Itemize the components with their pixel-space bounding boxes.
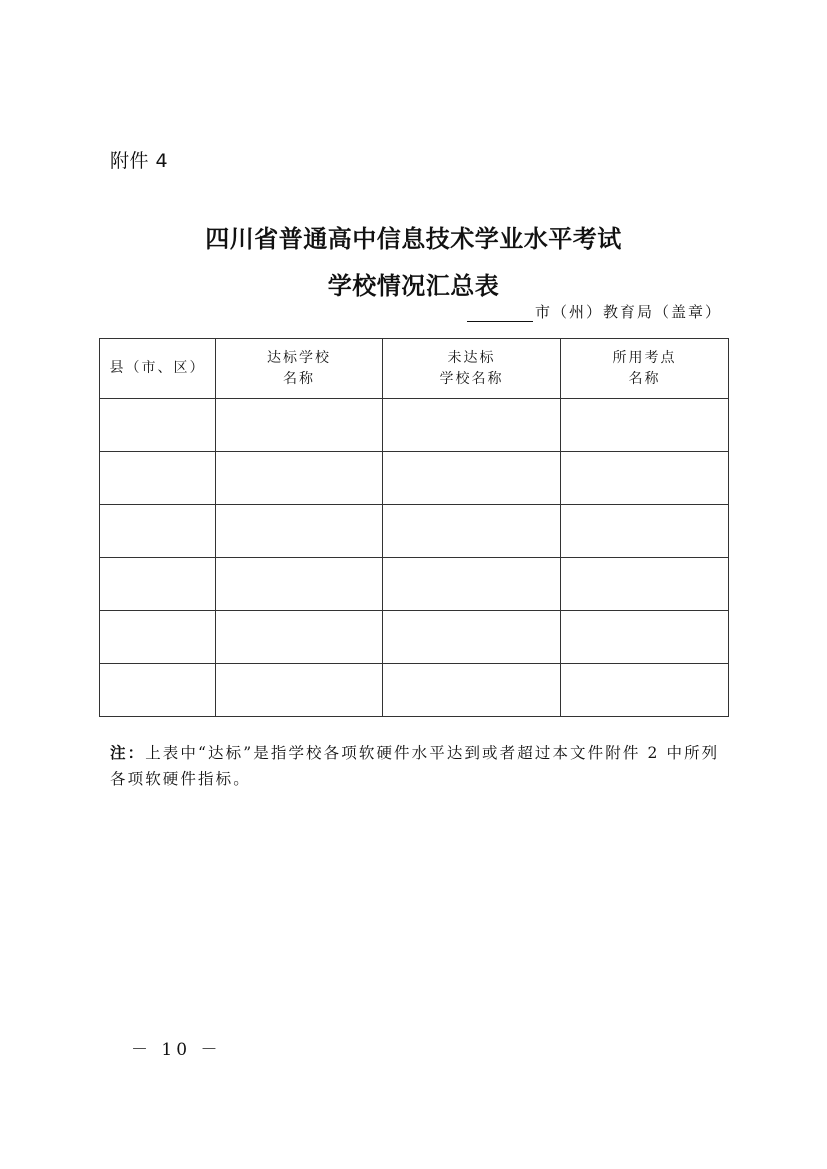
issuer-blank-field [467, 303, 533, 322]
table-cell [100, 558, 216, 611]
issuer-text: 市（州）教育局（盖章） [534, 303, 722, 321]
header-unqualified-school [383, 339, 561, 399]
header-unqualified-line-1: 未达标 [447, 349, 496, 366]
table-cell [561, 664, 729, 717]
page-number: － 10 － [131, 1040, 222, 1060]
header-exam-site-line-1: 所用考点 [612, 349, 677, 366]
document-title-line-1: 四川省普通高中信息技术学业水平考试 [205, 225, 622, 253]
header-county [100, 339, 216, 399]
document-title-line-2: 学校情况汇总表 [327, 272, 500, 300]
table-cell [561, 558, 729, 611]
table-cell [216, 664, 383, 717]
table-cell [100, 505, 216, 558]
table-row [100, 611, 729, 664]
table-cell [100, 452, 216, 505]
header-exam-site [561, 339, 729, 399]
footnote-label: 注： [110, 744, 146, 762]
issuer-line [467, 301, 722, 322]
table-cell [383, 505, 561, 558]
header-qualified-line-2: 名称 [283, 370, 315, 387]
table-cell [216, 611, 383, 664]
footnote [110, 740, 724, 792]
table-cell [383, 664, 561, 717]
table-cell [383, 452, 561, 505]
table-row [100, 664, 729, 717]
footnote-text: 上表中“达标”是指学校各项软硬件水平达到或者超过本文件附件 2 中所列各项软硬件指标。 [110, 744, 720, 788]
table-body [100, 399, 729, 717]
table-cell [561, 611, 729, 664]
table-cell [216, 558, 383, 611]
table-row [100, 399, 729, 452]
table-cell [561, 505, 729, 558]
table-cell [216, 452, 383, 505]
table-cell [100, 399, 216, 452]
summary-table [99, 338, 729, 717]
table-cell [561, 452, 729, 505]
table-cell [216, 505, 383, 558]
header-exam-site-line-2: 名称 [628, 370, 661, 387]
table-cell [383, 611, 561, 664]
header-county-line-1: 县（市、区） [109, 360, 206, 376]
table-cell [383, 558, 561, 611]
table-cell [561, 399, 729, 452]
header-unqualified-line-2: 学校名称 [439, 370, 504, 387]
table-cell [216, 399, 383, 452]
table-row [100, 505, 729, 558]
table-row [100, 452, 729, 505]
table-row [100, 558, 729, 611]
attachment-label: 附件 4 [110, 150, 169, 172]
header-qualified-line-1: 达标学校 [267, 349, 331, 366]
table-cell [100, 611, 216, 664]
table-cell [383, 399, 561, 452]
table-header-row [100, 339, 729, 399]
table-cell [100, 664, 216, 717]
header-qualified-school [216, 339, 383, 399]
